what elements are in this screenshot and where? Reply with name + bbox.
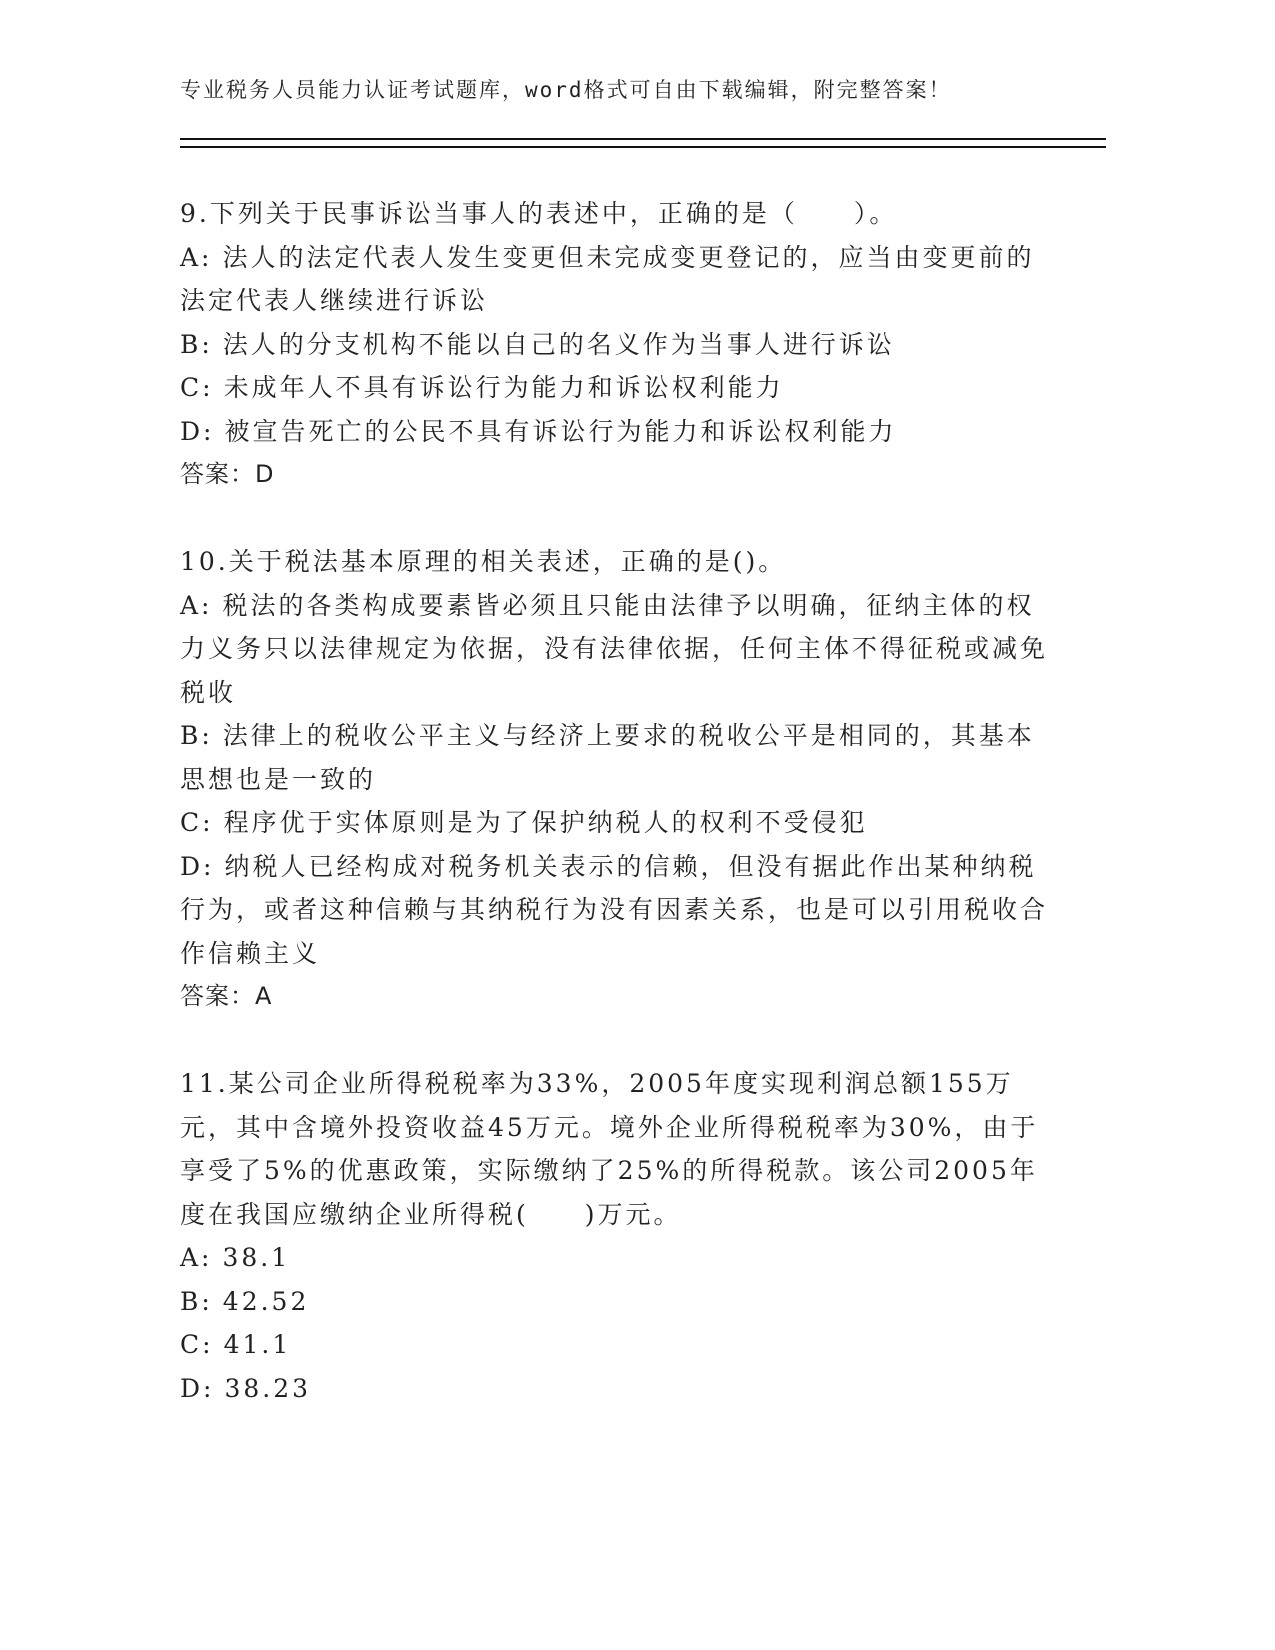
- option-text: 法人的法定代表人发生变更但未完成变更登记的，应当由变更前的法定代表人继续进行诉讼: [180, 242, 1035, 315]
- option-letter: B:: [180, 329, 213, 359]
- document-header: 专业税务人员能力认证考试题库，word格式可自由下载编辑，附完整答案！: [180, 78, 952, 102]
- answer-label: 答案：D: [180, 460, 275, 488]
- option-letter: C:: [180, 1330, 214, 1359]
- option-d: [180, 410, 1050, 454]
- question-stem: 10.关于税法基本原理的相关表述，正确的是()。: [180, 547, 787, 576]
- option-text: 41.1: [223, 1330, 292, 1359]
- option-text: 法人的分支机构不能以自己的名义作为当事人进行诉讼: [222, 329, 895, 359]
- option-text: 程序优于实体原则是为了保护纳税人的权利不受侵犯: [223, 808, 868, 837]
- option-text: 被宣告死亡的公民不具有诉讼行为能力和诉讼权利能力: [224, 416, 897, 446]
- question-11: [180, 1062, 1050, 1410]
- option-text: 纳税人已经构成对税务机关表示的信赖，但没有据此作出某种纳税行为，或者这种信赖与其纳税行为没有因素关系，也是可以引用税收合作信赖主义: [180, 851, 1049, 968]
- question-list: [180, 192, 1050, 1454]
- option-letter: D:: [180, 851, 215, 881]
- option-letter: A:: [180, 1243, 213, 1272]
- option-letter: A:: [180, 590, 213, 620]
- option-text: 38.1: [222, 1243, 291, 1272]
- option-letter: B:: [180, 1286, 213, 1316]
- option-letter: A:: [180, 242, 213, 272]
- option-c: [180, 366, 1050, 410]
- answer-label: 答案：A: [180, 982, 273, 1010]
- option-text: 38.23: [224, 1373, 312, 1403]
- option-text: 法律上的税收公平主义与经济上要求的税收公平是相同的，其基本思想也是一致的: [180, 721, 1035, 794]
- option-b: [180, 1280, 1050, 1324]
- option-c: [180, 1323, 1050, 1367]
- option-b: [180, 323, 1050, 367]
- header-divider: [180, 138, 1106, 148]
- option-b: [180, 714, 1050, 801]
- question-stem: 9.下列关于民事诉讼当事人的表述中，正确的是（ ）。: [180, 199, 898, 228]
- option-a: [180, 236, 1050, 323]
- option-text: 未成年人不具有诉讼行为能力和诉讼权利能力: [223, 373, 784, 402]
- question-10: [180, 540, 1050, 1019]
- option-letter: D:: [180, 416, 215, 446]
- option-text: 42.52: [222, 1286, 310, 1316]
- option-a: [180, 1236, 1050, 1280]
- question-9: [180, 192, 1050, 497]
- option-d: [180, 1367, 1050, 1411]
- option-text: 税法的各类构成要素皆必须且只能由法律予以明确，征纳主体的权力义务只以法律规定为依据，没有法律依据，任何主体不得征税或减免税收: [180, 590, 1049, 707]
- option-letter: C:: [180, 808, 214, 837]
- option-letter: B:: [180, 721, 213, 750]
- option-a: [180, 584, 1050, 715]
- option-letter: C:: [180, 373, 214, 402]
- option-d: [180, 845, 1050, 976]
- question-stem: 11.某公司企业所得税税率为33%，2005年度实现利润总额155万元，其中含境外投资收益45万元。境外企业所得税税率为30%，由于享受了5%的优惠政策，实际缴纳了25%的所得税款。该公司2005年度在我国应缴纳企业所得税( )万元。: [180, 1069, 1039, 1229]
- option-c: [180, 801, 1050, 845]
- option-letter: D:: [180, 1373, 215, 1403]
